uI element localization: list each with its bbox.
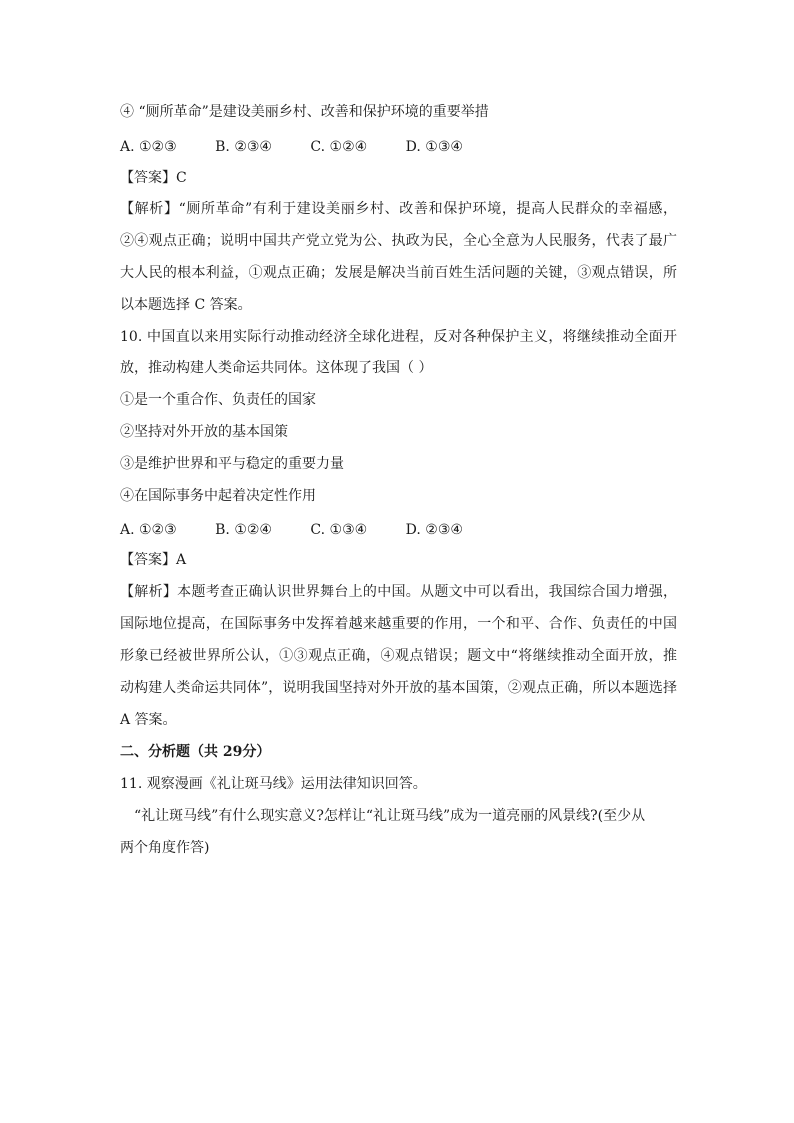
q10-item-4: ④在国际事务中起着决定性作用 [120, 488, 316, 504]
q10-stem-line: 10. 中国直以来用实际行动推动经济全球化进程，反对各种保护主义，将继续推动全面开 [120, 329, 677, 345]
q9-options [120, 137, 463, 157]
q10-options [120, 520, 463, 540]
q11-question-line: 两个角度作答) [120, 840, 210, 856]
q11-question-line: “礼让斑马线”有什么现实意义?怎样让“礼让斑马线”成为一道亮丽的风景线?(至少从 [134, 808, 646, 824]
q9-item-4: ④ “厕所革命”是建设美丽乡村、改善和保护环境的重要举措 [120, 104, 489, 120]
q10-option-b: B. ①②④ [215, 522, 272, 538]
q9-analysis-line: ②④观点正确；说明中国共产党立党为公、执政为民，全心全意为人民服务，代表了最广 [120, 233, 677, 249]
q9-analysis-line: 【解析】“厕所革命”有利于建设美丽乡村、改善和保护环境，提高人民群众的幸福感， [120, 201, 677, 217]
q11-stem: 11. 观察漫画《礼让斑马线》运用法律知识回答。 [120, 776, 427, 792]
q10-analysis-line: 【解析】本题考查正确认识世界舞台上的中国。从题文中可以看出，我国综合国力增强， [120, 584, 677, 600]
q10-answer: 【答案】A [120, 552, 187, 568]
q10-analysis-line: 形象已经被世界所公认，①③观点正确，④观点错误；题文中“将继续推动全面开放，推 [120, 648, 677, 664]
q9-option-b: B. ②③④ [215, 139, 272, 155]
q9-analysis-line: 以本题选择 C 答案。 [120, 297, 252, 313]
q10-item-3: ③是维护世界和平与稳定的重要力量 [120, 456, 344, 472]
q10-item-1: ①是一个重合作、负责任的国家 [120, 392, 316, 408]
q10-item-2: ②坚持对外开放的基本国策 [120, 424, 288, 440]
q10-analysis-line: A 答案。 [120, 712, 177, 728]
q10-option-c: C. ①③④ [310, 522, 368, 538]
q10-analysis-line: 动构建人类命运共同体”，说明我国坚持对外开放的基本国策，②观点正确，所以本题选择 [120, 680, 677, 696]
section-title: 二、分析题（共 29分） [120, 744, 271, 760]
q9-answer: 【答案】C [120, 170, 187, 186]
q9-analysis-line: 大人民的根本利益，①观点正确；发展是解决当前百姓生活问题的关键，③观点错误，所 [120, 265, 677, 281]
q10-analysis-line: 国际地位提高，在国际事务中发挥着越来越重要的作用，一个和平、合作、负责任的中国 [120, 616, 677, 632]
q10-option-a: A. ①②③ [120, 522, 177, 538]
q10-option-d: D. ②③④ [405, 522, 463, 538]
q10-stem-line: 放，推动构建人类命运共同体。这体现了我国（ ） [120, 360, 433, 376]
q9-option-a: A. ①②③ [120, 139, 177, 155]
q9-option-d: D. ①③④ [405, 139, 463, 155]
q9-option-c: C. ①②④ [310, 139, 368, 155]
